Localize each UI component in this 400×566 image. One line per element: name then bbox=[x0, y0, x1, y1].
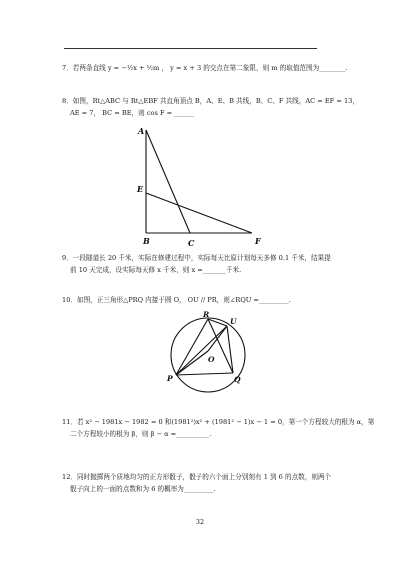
header-rule bbox=[64, 48, 317, 49]
question-11 bbox=[62, 418, 374, 439]
question-8 bbox=[62, 97, 359, 118]
question-12-line-1: 12．同时抛掷两个质地均匀的正方形骰子，骰子的六个面上分别刻有 1 到 6 的点数，则两个 bbox=[62, 473, 332, 481]
question-10-line-1: 10．如图，正三角形△PRQ 内接于圆 O， OU // PR，则∠RQU =_________. bbox=[62, 296, 291, 304]
segment-ac bbox=[146, 130, 190, 233]
question-7 bbox=[62, 64, 348, 73]
question-12-line-2: 骰子向上的一面的点数和为 6 的概率为_________. bbox=[70, 485, 216, 493]
segment-pu bbox=[176, 326, 227, 375]
circle-figure bbox=[160, 308, 260, 402]
segment-op bbox=[176, 351, 208, 375]
segment-pq bbox=[176, 373, 233, 375]
question-12 bbox=[62, 473, 331, 494]
question-10 bbox=[62, 296, 291, 305]
label-f: F bbox=[255, 236, 261, 246]
label-p: P bbox=[167, 374, 173, 383]
segment-rp bbox=[176, 319, 208, 375]
segment-ef bbox=[146, 193, 252, 233]
label-e: E bbox=[137, 184, 144, 194]
label-u: U bbox=[230, 317, 237, 326]
label-q: Q bbox=[234, 375, 241, 384]
page-number: 32 bbox=[195, 518, 205, 526]
question-8-line-2: AE = 7， BC = BE，则 cos F = ______ bbox=[70, 109, 195, 117]
segment-ou bbox=[208, 326, 227, 351]
question-7-line-1: 7．若两条直线 y = −½x + ½m ， y = x + 3 的交点在第二象限，则 m 的取值范围为________. bbox=[62, 64, 348, 72]
label-r: R bbox=[203, 310, 210, 319]
triangle-figure bbox=[130, 122, 280, 250]
question-9 bbox=[62, 254, 331, 275]
question-11-line-1: 11．若 x² − 1981x − 1982 = 0 和(1981²)x² + (1981² − 1)x − 1 = 0，第一个方程较大的根为 α，第 bbox=[62, 418, 375, 426]
question-9-line-1: 9．一段隧道长 20 千米，实际在修建过程中，实际每天比原计划每天多修 0.1 千米，结果提 bbox=[62, 254, 331, 262]
label-c: C bbox=[188, 238, 195, 248]
label-a: A bbox=[138, 126, 145, 136]
question-9-line-2: 前 10 天完成，设实际每天修 x 千米，则 x =_______千米. bbox=[70, 266, 242, 274]
question-8-line-1: 8．如图，Rt△ABC 与 Rt△EBF 共直角顶点 B，A、E、B 共线，B、C、F 共线，AC = EF = 13， bbox=[62, 97, 359, 105]
label-b: B bbox=[143, 236, 150, 246]
question-11-line-2: 二个方程较小的根为 β，则 β − α =__________. bbox=[70, 430, 212, 438]
label-o: O bbox=[208, 355, 215, 364]
